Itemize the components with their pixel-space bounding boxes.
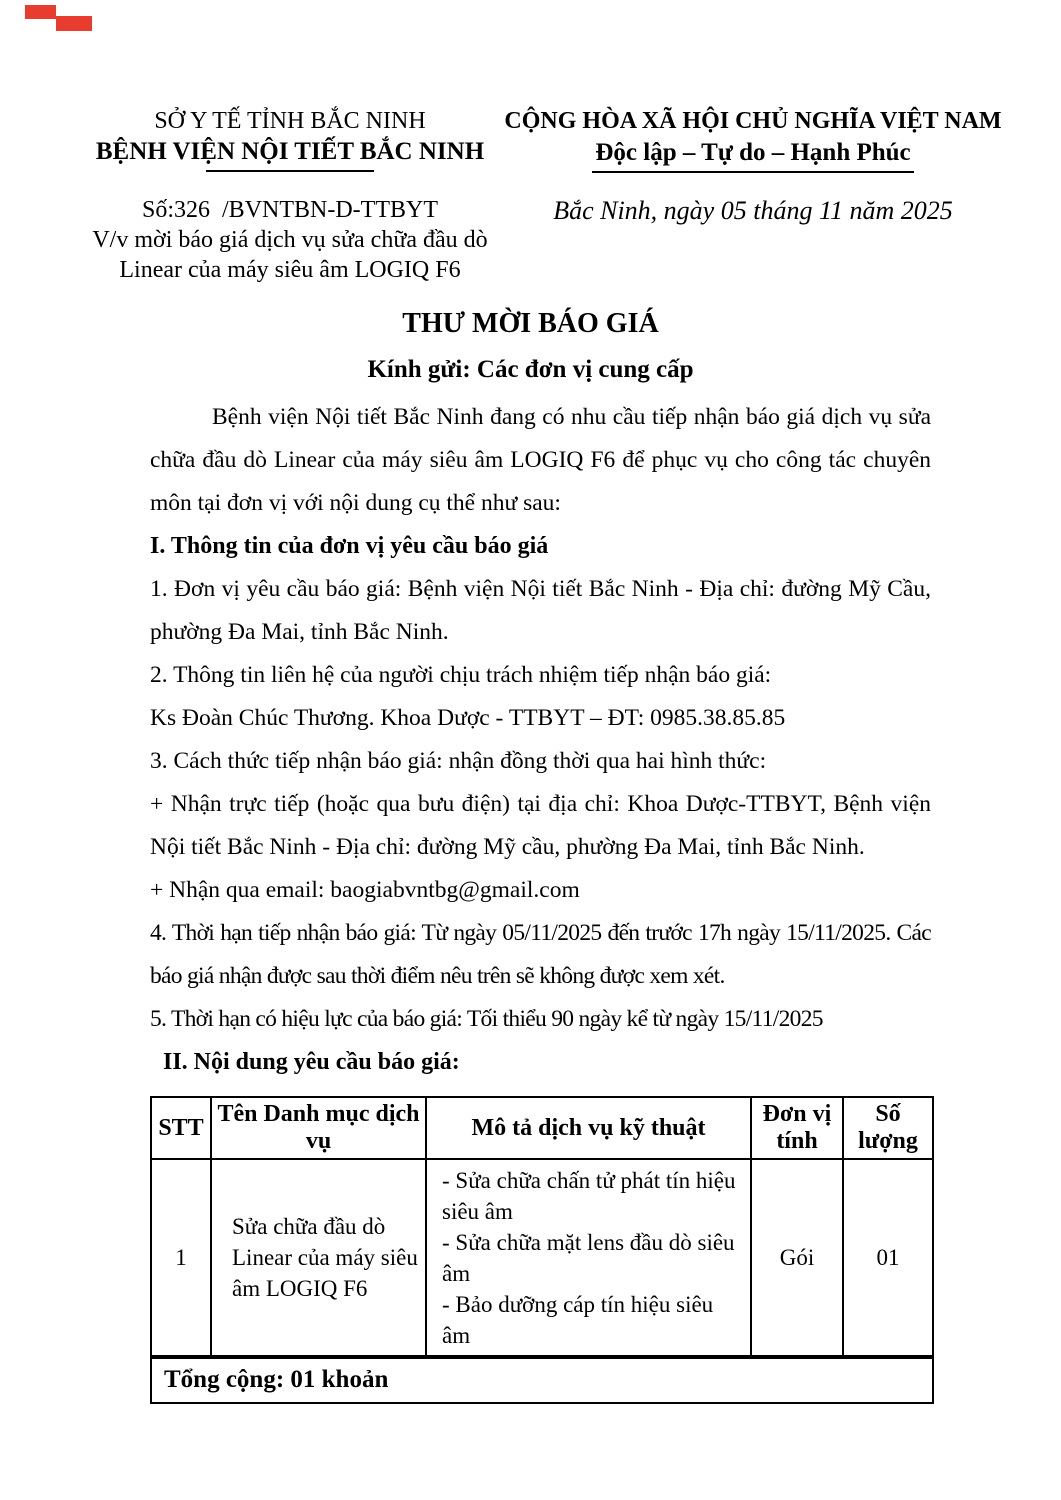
row-quantity: 01 — [843, 1159, 933, 1357]
section2-heading: II. Nội dung yêu cầu báo giá: — [163, 1049, 460, 1075]
col-header-service-name: Tên Danh mục dịch vụ — [211, 1097, 426, 1159]
section1-item-3: 3. Cách thức tiếp nhận báo giá: nhận đồng thời qua hai hình thức: — [150, 748, 767, 774]
table-row — [151, 1159, 933, 1357]
document-body — [150, 396, 931, 1084]
section1-item-1: 1. Đơn vị yêu cầu báo giá: Bệnh viện Nội tiết Bắc Ninh - Địa chỉ: đường Mỹ Cầu, phường Đa Mai, tỉnh Bắc Ninh. — [150, 576, 931, 645]
salutation-line: Kính gửi: Các đơn vị cung cấp — [367, 356, 694, 383]
hospital-name: BỆNH VIỆN NỘI TIẾT BẮC NINH — [95, 138, 485, 165]
national-motto-wrap — [495, 136, 1011, 173]
row-description — [426, 1159, 751, 1357]
table-header-row — [151, 1097, 933, 1159]
section1-item-direct-delivery: + Nhận trực tiếp (hoặc qua bưu điện) tại địa chỉ: Khoa Dược-TTBYT, Bệnh viện Nội tiết Bắc Ninh - Địa chỉ: đường Mỹ cầu, phường Đa Mai, tỉnh Bắc Ninh. — [150, 791, 931, 860]
description-line-2: - Sửa chữa mặt lens đầu dò siêu âm — [442, 1230, 735, 1286]
intro-paragraph: Bệnh viện Nội tiết Bắc Ninh đang có nhu cầu tiếp nhận báo giá dịch vụ sửa chữa đầu dò Linear của máy siêu âm LOGIQ F6 để phục vụ cho công tác chuyên môn tại đơn vị với nội dung cụ thể như sau: — [150, 404, 931, 516]
document-subject-line-2: Linear của máy siêu âm LOGIQ F6 — [119, 257, 461, 283]
parent-org-name: SỞ Y TẾ TỈNH BẮC NINH — [154, 108, 426, 134]
republic-title: CỘNG HÒA XÃ HỘI CHỦ NGHĨA VIỆT NAM — [504, 108, 1002, 134]
national-header-block — [495, 106, 1011, 285]
section1-item-2: 2. Thông tin liên hệ của người chịu trách nhiệm tiếp nhận báo giá: — [150, 662, 772, 688]
col-header-stt: STT — [151, 1097, 211, 1159]
section1-item-4: 4. Thời hạn tiếp nhận báo giá: Từ ngày 05/11/2025 đến trước 17h ngày 15/11/2025. Các báo giá nhận được sau thời điểm nêu trên sẽ không được xem xét. — [150, 920, 931, 989]
table-total-label: Tổng cộng: 01 khoản — [151, 1357, 933, 1403]
red-redaction-mark-2 — [56, 16, 92, 31]
national-motto: Độc lập – Tự do – Hạnh Phúc — [592, 136, 913, 173]
col-header-quantity: Số lượng — [843, 1097, 933, 1159]
issuing-org-block — [85, 106, 495, 285]
letter-header — [0, 0, 1061, 285]
document-subject-line-1: V/v mời báo giá dịch vụ sửa chữa đầu dò — [92, 227, 488, 253]
col-header-description: Mô tả dịch vụ kỹ thuật — [426, 1097, 751, 1159]
description-line-3: - Bảo dưỡng cáp tín hiệu siêu âm — [442, 1292, 714, 1348]
document-title: THƯ MỜI BÁO GIÁ — [402, 308, 659, 339]
col-header-unit: Đơn vị tính — [751, 1097, 843, 1159]
section1-item-5: 5. Thời hạn có hiệu lực của báo giá: Tối thiểu 90 ngày kể từ ngày 15/11/2025 — [150, 1006, 823, 1032]
row-service-name: Sửa chữa đầu dò Linear của máy siêu âm LOGIQ F6 — [211, 1159, 426, 1357]
section1-item-email: + Nhận qua email: baogiabvntbg@gmail.com — [150, 877, 580, 903]
table-total-row — [151, 1357, 933, 1403]
row-unit: Gói — [751, 1159, 843, 1357]
description-line-1: - Sửa chữa chấn tử phát tín hiệu siêu âm — [442, 1168, 736, 1224]
quotation-table — [150, 1096, 934, 1404]
red-redaction-mark-1 — [25, 5, 56, 19]
row-stt: 1 — [151, 1159, 211, 1357]
section1-item-contact: Ks Đoàn Chúc Thương. Khoa Dược - TTBYT – ĐT: 0985.38.85.85 — [150, 705, 786, 731]
document-number: Số:326 /BVNTBN-D-TTBYT — [142, 197, 438, 223]
section1-heading: I. Thông tin của đơn vị yêu cầu báo giá — [150, 533, 549, 559]
org-underline-rule — [206, 170, 374, 172]
place-date-line: Bắc Ninh, ngày 05 tháng 11 năm 2025 — [553, 196, 953, 225]
